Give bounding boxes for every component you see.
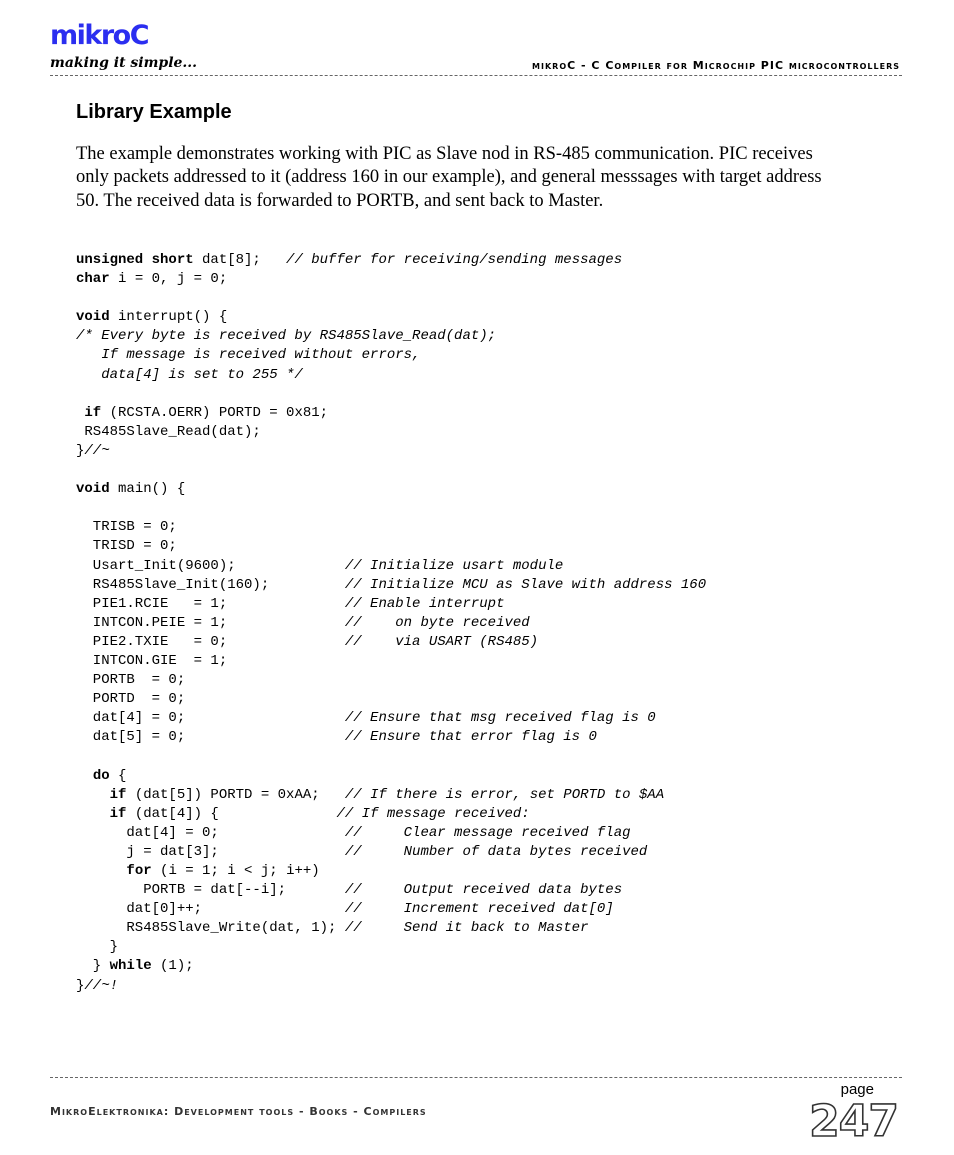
code-comment: // Ensure that msg received flag is 0	[344, 710, 656, 727]
code-line	[76, 957, 876, 976]
code-line	[76, 480, 876, 499]
code-text: (1);	[151, 958, 194, 975]
code-keyword: if	[109, 786, 127, 803]
code-line	[76, 900, 876, 919]
code-comment: data[4] is set to 255 */	[76, 366, 303, 383]
code-comment: // If message received:	[336, 805, 530, 822]
section-heading: Library Example	[76, 101, 232, 123]
code-line	[76, 461, 876, 480]
code-line	[76, 652, 876, 671]
code-line	[76, 346, 876, 365]
footer-publisher-text: MikroElektronika: Development tools - Books - Compilers	[50, 1105, 427, 1118]
code-line	[76, 595, 876, 614]
code-comment: // buffer for receiving/sending messages	[286, 252, 623, 268]
code-comment: // Clear message received flag	[344, 824, 631, 841]
code-text: interrupt() {	[109, 309, 228, 326]
code-text	[76, 806, 110, 822]
code-text: (dat[4]) {	[126, 805, 337, 822]
code-text: (RCSTA.OERR) PORTD = 0x81;	[101, 404, 329, 421]
running-header-title: mikroC - C Compiler for Microchip PIC microcontrollers	[532, 59, 900, 72]
code-text: RS485Slave_Init(160);	[76, 576, 345, 593]
code-comment: // Ensure that error flag is 0	[344, 729, 597, 746]
code-text	[76, 768, 93, 784]
code-keyword: if	[84, 404, 102, 421]
code-line	[76, 614, 876, 633]
code-text: Usart_Init(9600);	[76, 557, 345, 574]
code-comment: // on byte received	[344, 614, 530, 631]
code-comment: // Initialize MCU as Slave with address 160	[344, 576, 707, 593]
code-line	[76, 537, 876, 556]
code-line	[76, 709, 876, 728]
code-keyword: unsigned short	[76, 252, 194, 268]
code-text: INTCON.PEIE = 1;	[76, 614, 345, 631]
code-line	[76, 270, 876, 289]
code-text: dat[4] = 0;	[76, 710, 345, 727]
code-line	[76, 576, 876, 595]
code-comment: If message is received without errors,	[76, 347, 421, 364]
code-line	[76, 767, 876, 786]
code-keyword: do	[92, 767, 110, 784]
code-text: PORTD = 0;	[76, 691, 186, 708]
code-line	[76, 423, 876, 442]
code-line	[76, 824, 876, 843]
code-line	[76, 308, 876, 327]
code-comment: // Output received data bytes	[344, 882, 623, 899]
code-comment: /* Every byte is received by RS485Slave_Read(dat);	[76, 328, 497, 345]
code-text: dat[5] = 0;	[76, 729, 345, 746]
code-line	[76, 327, 876, 346]
mikroc-logo: mikroC	[50, 20, 149, 51]
code-text: i = 0, j = 0;	[109, 271, 228, 288]
code-line	[76, 671, 876, 690]
code-text: }	[76, 442, 85, 459]
code-line	[76, 862, 876, 881]
code-line	[76, 690, 876, 709]
header-divider	[50, 75, 902, 76]
page-label: page	[840, 1081, 874, 1098]
code-line	[76, 977, 876, 996]
code-line	[76, 557, 876, 576]
code-text	[76, 787, 110, 803]
code-line	[76, 633, 876, 652]
code-keyword: void	[76, 481, 110, 498]
code-text: TRISD = 0;	[76, 538, 177, 555]
code-text: dat[4] = 0;	[76, 824, 345, 841]
code-line	[76, 881, 876, 900]
code-text: RS485Slave_Write(dat, 1);	[76, 920, 345, 937]
code-line	[76, 289, 876, 308]
code-keyword: void	[76, 309, 110, 326]
code-listing	[76, 251, 876, 996]
code-line	[76, 805, 876, 824]
code-comment: // Send it back to Master	[344, 920, 589, 937]
code-line	[76, 728, 876, 747]
code-text: PORTB = 0;	[76, 672, 186, 689]
code-text: (dat[5]) PORTD = 0xAA;	[126, 786, 345, 803]
code-keyword: if	[109, 805, 127, 822]
code-text: }	[76, 939, 119, 956]
footer-divider	[50, 1077, 902, 1078]
code-keyword: char	[76, 271, 110, 288]
code-line	[76, 938, 876, 957]
code-text: dat[8];	[193, 252, 287, 268]
code-text: RS485Slave_Read(dat);	[76, 423, 261, 440]
code-line	[76, 843, 876, 862]
code-line	[76, 919, 876, 938]
code-text	[76, 863, 126, 879]
code-comment: // Number of data bytes received	[344, 843, 648, 860]
code-keyword: for	[126, 863, 152, 879]
code-line	[76, 442, 876, 461]
code-text: PIE2.TXIE = 0;	[76, 633, 345, 650]
code-comment: //~	[84, 442, 110, 459]
logo-tagline: making it simple...	[50, 55, 198, 71]
code-comment: // Initialize usart module	[344, 557, 564, 574]
code-text: PORTB = dat[--i];	[76, 882, 345, 899]
code-comment: // Increment received dat[0]	[344, 901, 614, 918]
code-line	[76, 786, 876, 805]
code-comment: // via USART (RS485)	[344, 633, 539, 650]
code-text: }	[76, 977, 85, 994]
code-text: dat[0]++;	[76, 901, 345, 918]
code-line	[76, 518, 876, 537]
code-line	[76, 404, 876, 423]
code-comment: // If there is error, set PORTD to $AA	[344, 786, 665, 803]
code-text: TRISB = 0;	[76, 519, 177, 536]
code-comment: //~!	[84, 977, 119, 994]
code-keyword: while	[109, 958, 152, 975]
code-text: INTCON.GIE = 1;	[76, 652, 228, 669]
code-line	[76, 366, 876, 385]
code-text: }	[76, 958, 110, 975]
code-text: j = dat[3];	[76, 843, 345, 860]
code-line	[76, 251, 876, 270]
code-text: (i = 1; i < j; i++)	[151, 863, 320, 879]
code-line	[76, 747, 876, 766]
code-line	[76, 499, 876, 518]
code-text: PIE1.RCIE = 1;	[76, 595, 345, 612]
intro-paragraph: The example demonstrates working with PIC as Slave nod in RS-485 communication. PIC receives only packets addressed to it (address 160 in our example), and general messsages with target address 50. The received data is forwarded to PORTB, and sent back to Master.	[76, 144, 822, 211]
code-text: {	[109, 767, 127, 784]
page-number: 247	[809, 1096, 898, 1147]
code-comment: // Enable interrupt	[344, 595, 505, 612]
code-line	[76, 385, 876, 404]
code-text: main() {	[109, 481, 186, 498]
